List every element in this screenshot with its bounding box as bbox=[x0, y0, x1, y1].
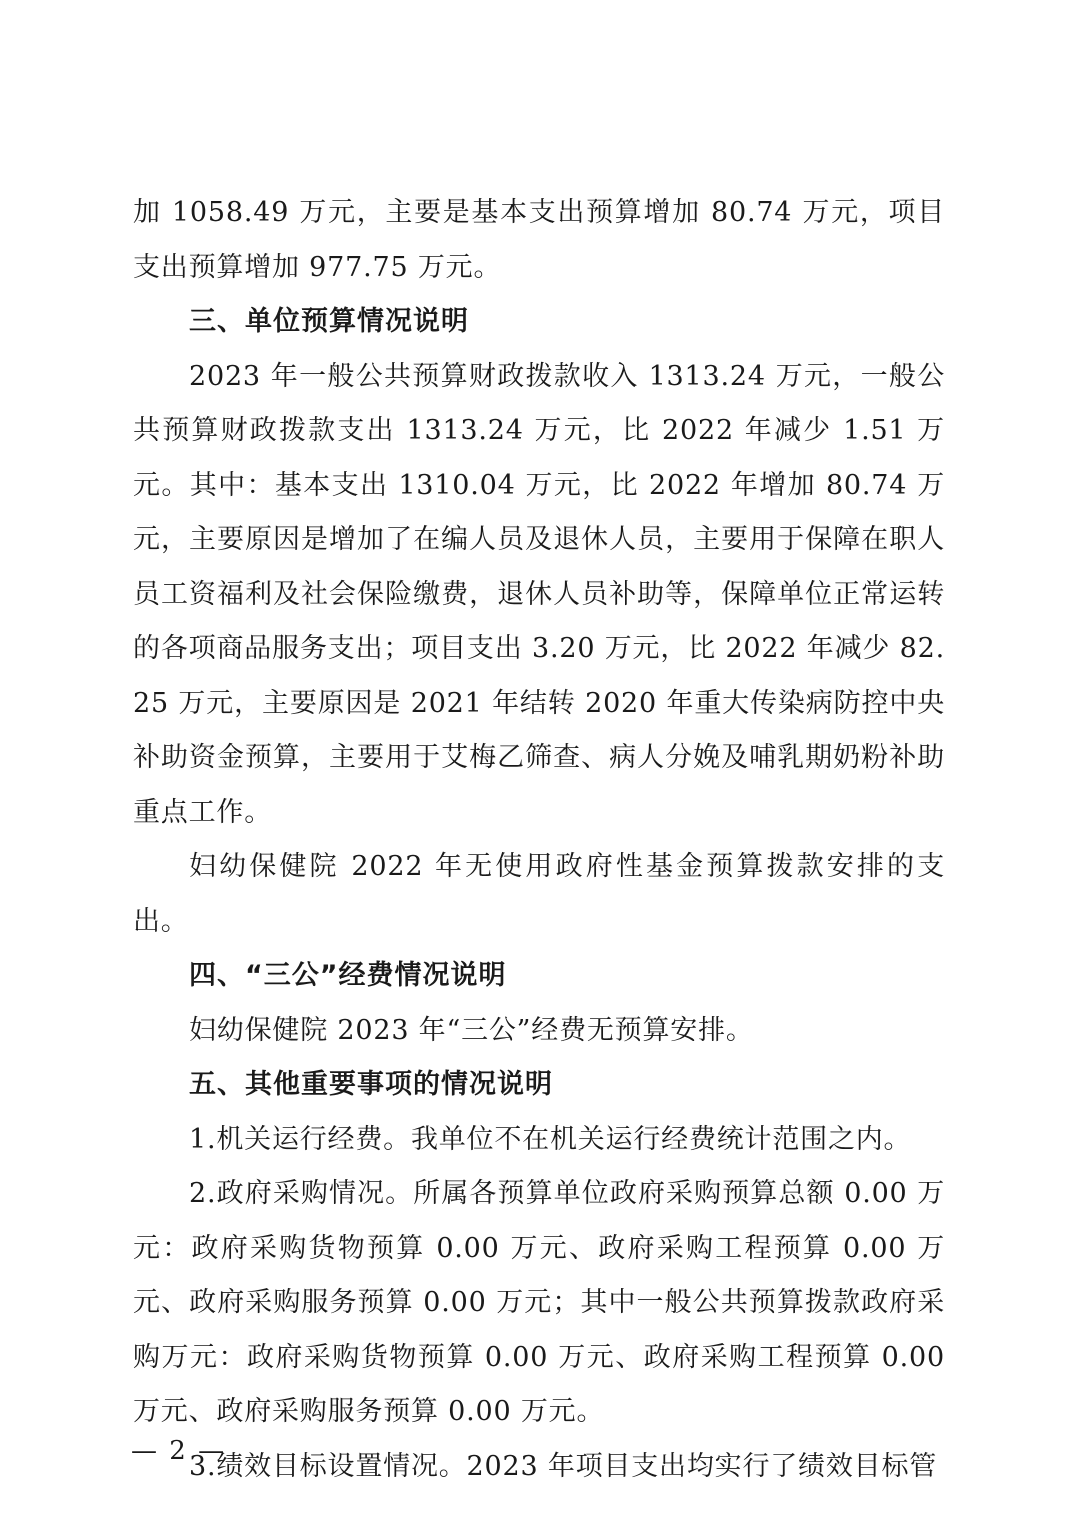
page-number: — 2 — bbox=[131, 1436, 227, 1466]
heading-other-matters: 五、其他重要事项的情况说明 bbox=[189, 1069, 553, 1100]
paragraph-general-public-budget: 2023 年一般公共预算财政拨款收入 1313.24 万元，一般公共预算财政拨款支出 1313.24 万元，比 2022 年减少 1.51 万元。其中：基本支出 1310.04 万元，比 2022 年增加 80.74 万元，主要原因是增加了在编人员及退休人员，主要用于保障在职人员工资福利及社会保险缴费，退休人员补助等，保障单位正常运转的各项商品服务支出；项目支出 3.20 万元，比 2022 年减少 82.25 万元，主要原因是 2021 年结转 2020 年重大传染病防控中央补助资金预算，主要用于艾梅乙筛查、病人分娩及哺乳期奶粉补助重点工作。 bbox=[133, 360, 945, 828]
paragraph-government-procurement: 2.政府采购情况。所属各预算单位政府采购预算总额 0.00 万元：政府采购货物预算 0.00 万元、政府采购工程预算 0.00 万元、政府采购服务预算 0.00 万元；其中一般公共预算拨款政府采购万元：政府采购货物预算 0.00 万元、政府采购工程预算 0.00 万元、政府采购服务预算 0.00 万元。 bbox=[133, 1178, 945, 1427]
heading-unit-budget: 三、单位预算情况说明 bbox=[189, 306, 469, 337]
paragraph-government-fund: 妇幼保健院 2022 年无使用政府性基金预算拨款安排的支出。 bbox=[133, 851, 945, 937]
paragraph-budget-increase: 加 1058.49 万元，主要是基本支出预算增加 80.74 万元，项目支出预算增加 977.75 万元。 bbox=[133, 197, 945, 283]
paragraph-three-public-expenses: 妇幼保健院 2023 年“三公”经费无预算安排。 bbox=[189, 1014, 754, 1046]
document-body bbox=[133, 186, 945, 1494]
paragraph-operating-expenses: 1.机关运行经费。我单位不在机关运行经费统计范围之内。 bbox=[189, 1123, 912, 1155]
heading-three-public-expenses: 四、“三公”经费情况说明 bbox=[189, 960, 507, 991]
paragraph-performance-targets: 3.绩效目标设置情况。2023 年项目支出均实行了绩效目标管 bbox=[189, 1450, 938, 1482]
